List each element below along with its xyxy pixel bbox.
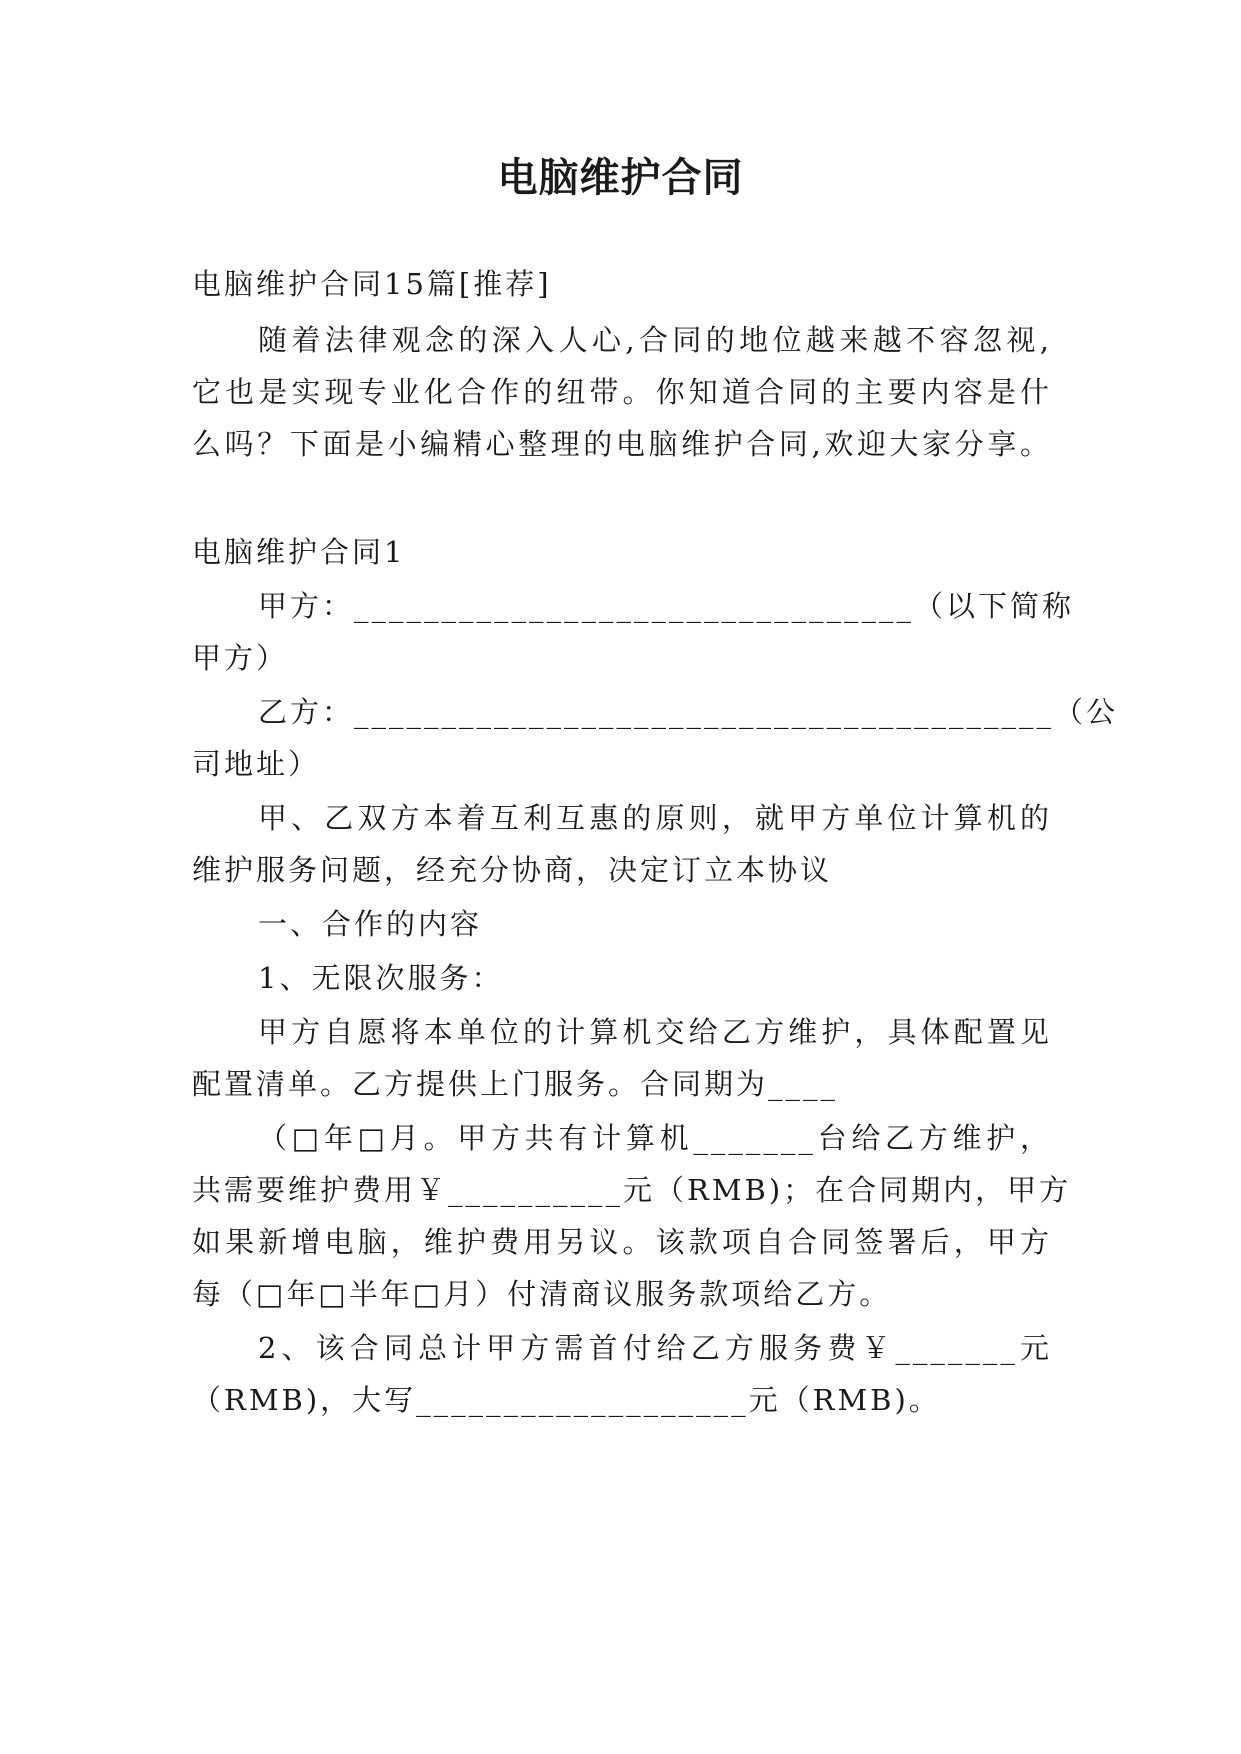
fee-line-1: （□年□月。甲方共有计算机_______台给乙方维护， — [258, 1121, 1052, 1155]
party-a-line: 甲方：________________________________（以下简称 — [258, 589, 1075, 623]
subtitle-line: 电脑维护合同15篇[推荐] — [192, 267, 552, 301]
clause-heading: 一、合作的内容 — [258, 907, 483, 941]
party-b-line-cont: 司地址） — [192, 747, 321, 781]
fee-line-2: 共需要维护费用￥__________元（RMB)；在合同期内，甲方 — [192, 1173, 1072, 1207]
fee-line-4: 每（□年□半年□月）付清商议服务款项给乙方。 — [192, 1277, 892, 1311]
intro-line-3: 么吗？下面是小编精心整理的电脑维护合同,欢迎大家分享。 — [192, 427, 1052, 461]
clause-text-line-1: 甲方自愿将本单位的计算机交给乙方维护，具体配置见 — [258, 1015, 1052, 1049]
preamble-line-2: 维护服务问题，经充分协商，决定订立本协议 — [192, 853, 833, 887]
intro-line-1: 随着法律观念的深入人心,合同的地位越来越不容忽视, — [258, 323, 1052, 357]
clause-text-line-2: 配置清单。乙方提供上门服务。合同期为____ — [192, 1067, 839, 1101]
clause-item-2-line-1: 2、该合同总计甲方需首付给乙方服务费￥_______元 — [258, 1331, 1052, 1365]
fee-line-3: 如果新增电脑，维护费用另议。该款项自合同签署后，甲方 — [192, 1225, 1052, 1259]
section-heading: 电脑维护合同1 — [192, 535, 406, 569]
clause-item-2-line-2: （RMB)，大写___________________元（RMB)。 — [192, 1383, 941, 1417]
document-title: 电脑维护合同 — [497, 155, 744, 201]
clause-item-1: 1、无限次服务： — [258, 961, 504, 995]
preamble-line-1: 甲、乙双方本着互利互惠的原则，就甲方单位计算机的 — [258, 801, 1052, 835]
party-b-line: 乙方：________________________________________（公 — [258, 695, 1119, 729]
party-a-line-cont: 甲方） — [192, 641, 289, 675]
intro-line-2: 它也是实现专业化合作的纽带。你知道合同的主要内容是什 — [192, 375, 1052, 409]
